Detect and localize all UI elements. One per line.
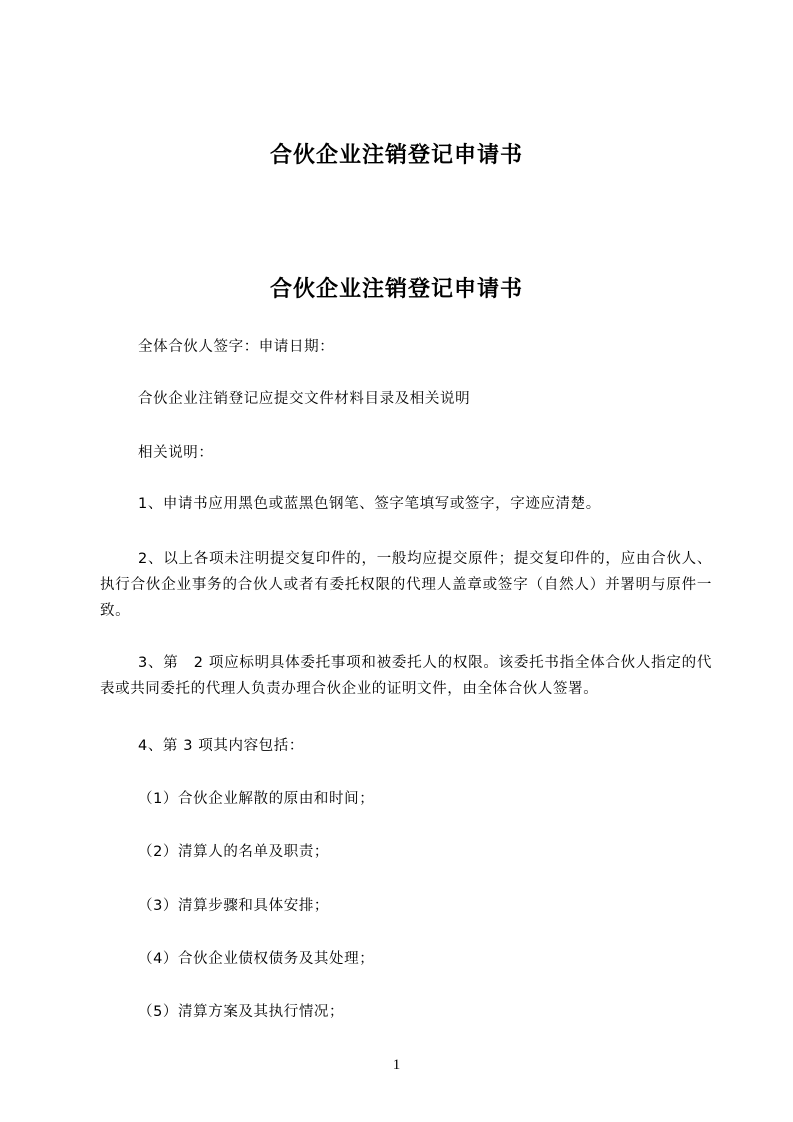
page-header-title: 合伙企业注销登记申请书 <box>269 143 523 168</box>
content-list-item: （4）合伙企业债权债务及其处理； <box>138 951 375 967</box>
content-list-item: （5）清算方案及其执行情况； <box>138 1004 345 1020</box>
content-list-item: （3）清算步骤和具体安排； <box>138 898 330 914</box>
catalog-heading: 合伙企业注销登记应提交文件材料目录及相关说明 <box>138 391 471 407</box>
document-title: 合伙企业注销登记申请书 <box>269 277 523 302</box>
note-item: 3、第 2 项应标明具体委托事项和被委托人的权限。该委托书指全体合伙人指定的代表或共同委托的代理人负责办理合伙企业的证明文件，由全体合伙人签署。 <box>100 655 712 697</box>
content-list-item: （2）清算人的名单及职责； <box>138 844 330 860</box>
note-item: 1、申请书应用黑色或蓝黑色钢笔、签字笔填写或签字，字迹应清楚。 <box>138 496 601 512</box>
signature-line: 全体合伙人签字：申请日期： <box>138 339 335 355</box>
notes-heading: 相关说明： <box>138 445 214 461</box>
content-list-item: （1）合伙企业解散的原由和时间； <box>138 791 375 807</box>
page-number: 1 <box>392 1057 401 1073</box>
note-item: 4、第 3 项其内容包括： <box>138 738 304 754</box>
note-item: 2、以上各项未注明提交复印件的，一般均应提交原件；提交复印件的，应由合伙人、执行合伙企业事务的合伙人或者有委托权限的代理人盖章或签字（自然人）并署明与原件一致。 <box>100 551 712 619</box>
